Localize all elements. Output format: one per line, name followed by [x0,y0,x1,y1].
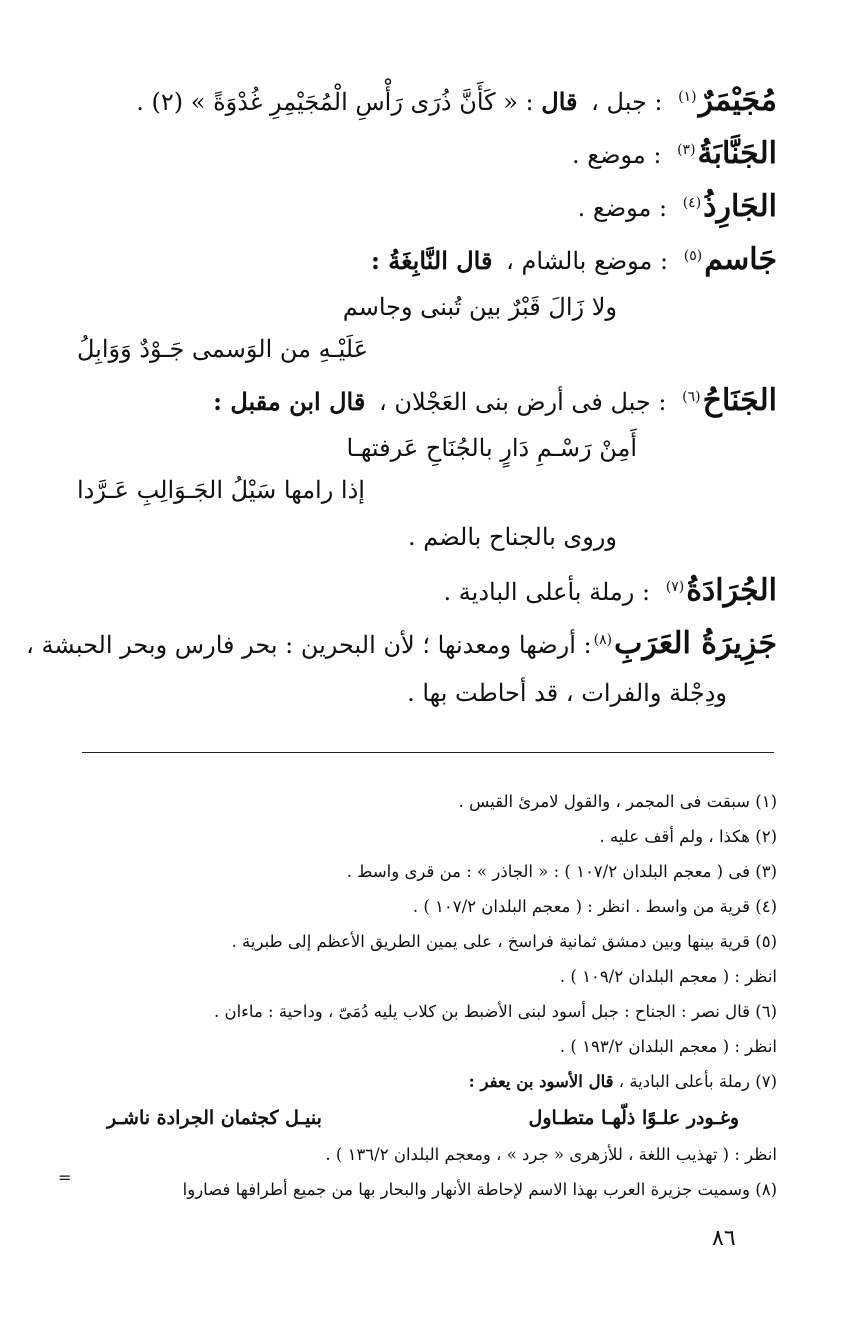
poem-hemistich-right: وغـودر علـوًا ذلّهـا متطـاول [528,1107,739,1129]
entry-text: : جبل فى أرض بنى العَجْلان ، [371,388,667,416]
footnotes [77,784,777,1207]
entry-jannaba [77,127,777,180]
note-ref: (١) [678,89,697,105]
note-ref: (٦) [682,389,701,405]
footnote-7-ref: انظر : ( تهذيب اللغة ، للأزهرى « جرد » ، ومعجم البلدان ١٣٦/٢ ) . [325,1145,777,1164]
footnote-5: (٥) قرية بينها وبين دمشق ثمانية فراسخ ، على يمين الطريق الأعظم إلى طبرية . [231,932,777,951]
main-text [26,74,777,716]
note-ref: (٧) [665,579,685,595]
footnote-8 [77,1172,777,1207]
headword: الجَنَّابَةُ [697,136,777,171]
continuation-mark: = [58,1168,72,1187]
verse-line: أَمِنْ رَسْـمِ دَارٍ بالجُنَاحِ عَرفتهـا [346,434,637,462]
headword: الجَارِذُ [703,189,777,224]
poem-hemistich-left: بنيـل كجثمان الجرادة ناشـر [107,1107,322,1129]
headword: جَاسم [704,242,777,277]
footnote-2: (٢) هكذا ، ولم أقف عليه . [599,827,777,846]
entry-quote: : « كَأَنَّ ذُرَى رَأْسِ الْمُجَيْمِرِ غُدْوَةً » (٢) . [136,88,534,116]
headword: مُجَيْمَرٌ [698,83,777,118]
entry-text: : موضع بالشام ، [498,247,669,275]
said-label: قال النَّابِغَةُ : [371,246,493,275]
footnote-6-ref: انظر : ( معجم البلدان ١٩٣/٢ ) . [559,1037,777,1056]
footnote-divider [82,752,774,753]
headword: جَزِيرَةُ العَرَبِ [614,626,777,661]
entry-jazira [26,617,777,670]
note-ref: (٤) [682,195,702,211]
footnote-8-text: (٨) وسميت جزيرة العرب بهذا الاسم لإحاطة الأنهار والبحار بها من جميع أطرافها فصاروا [182,1180,777,1199]
said-label: قال [541,87,578,116]
footnote-4: (٤) قرية من واسط . انظر : ( معجم البلدان ١٠٧/٢ ) . [412,897,777,916]
page-number: ٨٦ [712,1226,736,1251]
entry-janah [77,374,777,427]
entry-text: : أرضها ومعدنها ؛ لأن البحرين : بحر فارس وبحر الحبشة ، [26,631,592,659]
entry-mujaymir [77,74,777,127]
note-ref: (٥) [683,248,703,264]
headword: الجُرَادَةُ [686,573,777,608]
footnote-7 [77,1064,777,1099]
headword: الجَنَاحُ [702,383,777,418]
verse-line: عَلَيْـهِ من الوَسمى جَـوْدٌ وَوَابِلُ [77,335,369,363]
verse-line: ولا زَالَ قَبْرٌ بين تُبنى وجاسم [342,293,617,321]
said-label: قال ابن مقبل : [213,387,366,416]
footnote-7-poem [77,1099,777,1137]
entry-jarada [77,564,777,617]
footnote-1: (١) سبقت فى المجمر ، والقول لامرئ القيس . [458,792,777,811]
note-ref: (٨) [593,632,613,648]
footnote-7-text: (٧) رملة بأعلى البادية ، [613,1072,777,1091]
entry-text: ودِجْلة والفرات ، قد أحاطت بها . [407,679,727,707]
footnote-3: (٣) فى ( معجم البلدان ١٠٧/٢ ) : « الجاذر » : من قرى واسط . [346,862,777,881]
entry-text: : موضع . [577,194,668,222]
riwaya-line [77,511,777,564]
verse-line: إذا رامها سَيْلُ الجَـوَالِبِ عَـرَّدا [77,476,365,504]
entry-jarith [77,180,777,233]
footnote-6: (٦) قال نصر : الجناح : جبل أسود لبنى الأضبط بن كلاب يليه دُمَىّ ، وداحية : ماءان . [213,1002,777,1021]
footnote-7-said: قال الأسود بن يعفر : [468,1072,614,1091]
footnote-5-ref: انظر : ( معجم البلدان ١٠٩/٢ ) . [559,967,777,986]
riwaya-text: وروى بالجناح بالضم . [407,523,617,551]
note-ref: (٣) [677,142,696,158]
entry-text: : موضع . [572,141,662,169]
entry-text: : رملة بأعلى البادية . [443,578,651,606]
entry-jazira-cont [77,670,777,716]
entry-jasim [77,233,777,286]
entry-text: : جبل ، [583,88,663,116]
